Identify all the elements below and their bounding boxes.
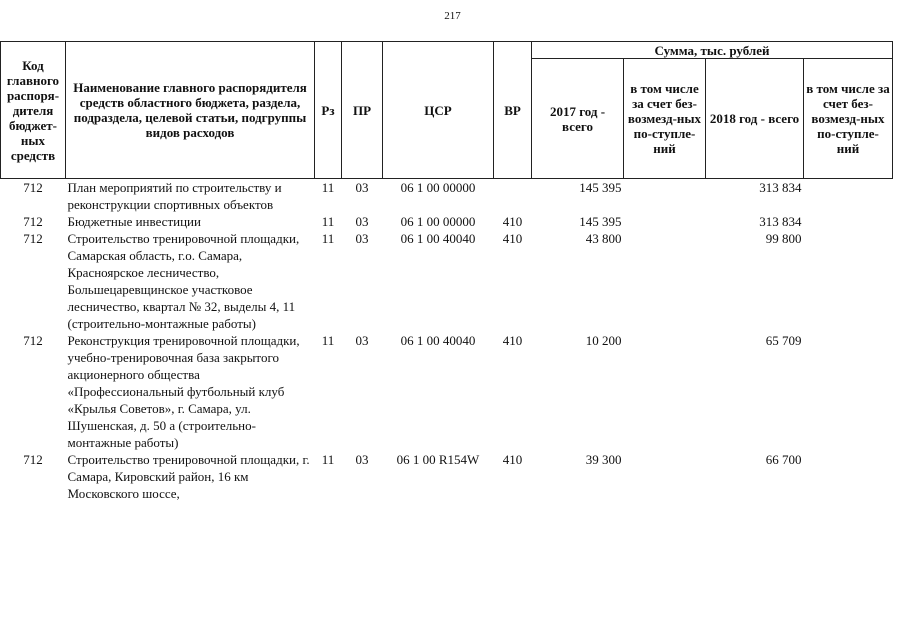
- row-rz: 11: [321, 214, 335, 229]
- row-2017-total: 10 200: [585, 333, 622, 348]
- row-csr: 06 1 00 40040: [400, 333, 476, 348]
- row-2018-free: [804, 230, 893, 332]
- row-vr: 410: [502, 231, 523, 246]
- row-code: 712: [23, 231, 43, 246]
- table-row: [1, 230, 893, 332]
- row-rz: 11: [321, 452, 335, 467]
- row-rz: 11: [321, 333, 335, 348]
- budget-table: [0, 41, 893, 502]
- row-2017-total: 145 395: [579, 214, 622, 229]
- row-pr: 03: [355, 214, 369, 229]
- header-2018-total: 2018 год - всего: [706, 59, 804, 179]
- table-row: [1, 332, 893, 451]
- row-2017-total: 39 300: [585, 452, 622, 467]
- page-number: 217: [444, 10, 461, 22]
- row-csr: 06 1 00 00000: [400, 180, 476, 195]
- row-pr: 03: [355, 333, 369, 348]
- row-csr: 06 1 00 40040: [400, 231, 476, 246]
- table-row: [1, 451, 893, 502]
- row-2018-total: 99 800: [765, 231, 802, 246]
- header-2017-total: 2017 год - всего: [532, 59, 624, 179]
- row-pr: 03: [355, 231, 369, 246]
- row-2017-free: [624, 451, 706, 502]
- header-pr: ПР: [342, 42, 383, 179]
- row-2018-free: [804, 332, 893, 451]
- table-row: [1, 213, 893, 230]
- header-name: Наименование главного распорядителя средств областного бюджета, раздела, подраздела, целевой статьи, подгруппы видов расходов: [66, 42, 315, 179]
- row-name: План мероприятий по строительству и реконструкции спортивных объектов: [67, 180, 282, 212]
- row-vr: [494, 179, 532, 214]
- row-2018-total: 313 834: [759, 180, 802, 195]
- row-name: Реконструкция тренировочной площадки, учебно-тренировочная база закрытого акционерного общества «Профессиональный футбольный клуб «Крылья Советов», г. Самара, ул. Шушенская, д. 50 а (строительно-монтажные работы): [67, 333, 300, 450]
- row-pr: 03: [355, 452, 369, 467]
- table-header: [1, 42, 893, 179]
- row-2018-free: [804, 179, 893, 214]
- row-2018-total: 65 709: [765, 333, 802, 348]
- row-pr: 03: [355, 180, 369, 195]
- row-vr: 410: [502, 214, 523, 229]
- header-rz: Рз: [315, 42, 342, 179]
- table-body: [1, 179, 893, 503]
- row-2017-free: [624, 332, 706, 451]
- table-row: [1, 179, 893, 214]
- row-vr: 410: [502, 333, 523, 348]
- row-2018-free: [804, 213, 893, 230]
- header-sum: Сумма, тыс. рублей: [532, 42, 893, 59]
- header-vr: ВР: [494, 42, 532, 179]
- header-2018-free: в том числе за счет без-возмезд-ных по-ступле-ний: [804, 59, 893, 179]
- header-2017-free: в том числе за счет без-возмезд-ных по-ступле-ний: [624, 59, 706, 179]
- row-csr: 06 1 00 R154W: [396, 452, 480, 467]
- row-2018-total: 313 834: [759, 214, 802, 229]
- row-code: 712: [23, 333, 43, 348]
- header-csr: ЦСР: [383, 42, 494, 179]
- row-vr: 410: [502, 452, 523, 467]
- row-2018-total: 66 700: [765, 452, 802, 467]
- row-csr: 06 1 00 00000: [400, 214, 476, 229]
- row-code: 712: [23, 214, 43, 229]
- row-rz: 11: [321, 180, 335, 195]
- row-2017-free: [624, 230, 706, 332]
- row-rz: 11: [321, 231, 335, 246]
- row-2017-total: 43 800: [585, 231, 622, 246]
- row-2018-free: [804, 451, 893, 502]
- row-code: 712: [23, 452, 43, 467]
- row-code: 712: [23, 180, 43, 195]
- row-name: Строительство тренировочной площадки, г. Самара, Кировский район, 16 км Московского шоссе,: [67, 452, 310, 501]
- row-2017-free: [624, 179, 706, 214]
- row-2017-free: [624, 213, 706, 230]
- row-name: Бюджетные инвестиции: [67, 214, 201, 229]
- row-name: Строительство тренировочной площадки, Самарская область, г.о. Самара, Красноярское лесничество, Большецаревщинское участковое лесничество, квартал № 32, выделы 4, 11 (строительно-монтажные работы): [67, 231, 300, 331]
- row-2017-total: 145 395: [579, 180, 622, 195]
- header-code: Код главного распоря-дителя бюджет-ных средств: [1, 42, 66, 179]
